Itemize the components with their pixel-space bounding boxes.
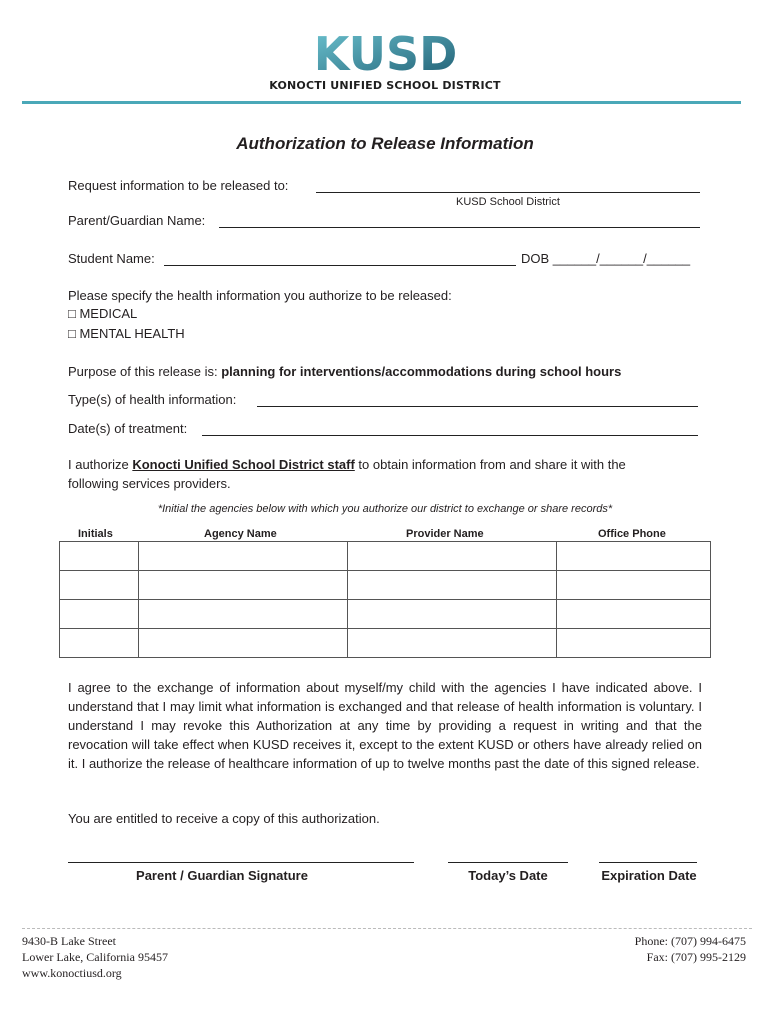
header-initials: Initials: [78, 528, 113, 540]
medical-checkbox[interactable]: □ MEDICAL: [68, 306, 138, 321]
fax-number: Fax: (707) 995-2129: [646, 950, 746, 964]
form-title: Authorization to Release Information: [236, 134, 534, 153]
header-office-phone: Office Phone: [598, 528, 666, 540]
phone-cell[interactable]: [557, 542, 711, 571]
signature-label: Parent / Guardian Signature: [136, 868, 308, 883]
website-link[interactable]: www.konoctiusd.org: [22, 966, 122, 980]
request-field[interactable]: [316, 192, 700, 193]
agency-cell[interactable]: [138, 542, 347, 571]
purpose-value: planning for interventions/accommodations during school hours: [221, 364, 622, 379]
agency-cell[interactable]: [138, 600, 347, 629]
authorize-suffix: to obtain information from and share it with the: [358, 457, 626, 472]
student-label: Student Name:: [68, 251, 155, 266]
table-row: [60, 542, 711, 571]
agency-table: [59, 541, 711, 658]
district-name: KONOCTI UNIFIED SCHOOL DISTRICT: [269, 79, 501, 92]
initials-cell[interactable]: [60, 629, 139, 658]
today-date-label: Today’s Date: [468, 868, 548, 883]
mental-health-checkbox[interactable]: □ MENTAL HEALTH: [68, 326, 185, 341]
purpose-line: [68, 364, 621, 379]
table-row: [60, 600, 711, 629]
authorize-prefix: I authorize: [68, 457, 129, 472]
phone-cell[interactable]: [557, 571, 711, 600]
request-label: Request information to be released to:: [68, 178, 289, 193]
agreement-paragraph: I agree to the exchange of information about myself/my child with the agencies I have indicated above. I understand that I may limit what information is exchanged and that release of health information is voluntary. I understand I may revoke this Authorization at any time by providing a request in writing and that the revocation will take effect when KUSD receives it, except to the extent KUSD or others have already relied on it. I authorize the release of healthcare information of up to twelve months past the date of this signed release.: [68, 680, 702, 771]
table-row: [60, 629, 711, 658]
expiration-date-field[interactable]: [599, 862, 697, 863]
initials-cell[interactable]: [60, 600, 139, 629]
signature-field[interactable]: [68, 862, 414, 863]
footer-divider: [22, 928, 752, 929]
footer-contact: [635, 933, 746, 965]
agency-cell[interactable]: [138, 571, 347, 600]
agency-cell[interactable]: [138, 629, 347, 658]
authorize-line: [68, 457, 626, 472]
header-provider-name: Provider Name: [406, 528, 484, 540]
kusd-logo: [313, 27, 457, 81]
initials-cell[interactable]: [60, 542, 139, 571]
phone-number: Phone: (707) 994-6475: [634, 934, 746, 948]
authorize-entity: Konocti Unified School District staff: [132, 457, 355, 472]
provider-cell[interactable]: [347, 629, 557, 658]
student-field[interactable]: [164, 265, 516, 266]
dates-field[interactable]: [202, 435, 698, 436]
provider-cell[interactable]: [347, 542, 557, 571]
expiration-date-label: Expiration Date: [601, 868, 697, 883]
copy-notice: You are entitled to receive a copy of this authorization.: [68, 811, 380, 826]
types-label: Type(s) of health information:: [68, 392, 237, 407]
today-date-field[interactable]: [448, 862, 568, 863]
letterhead: [0, 27, 770, 92]
phone-cell[interactable]: [557, 629, 711, 658]
initials-cell[interactable]: [60, 571, 139, 600]
table-row: [60, 571, 711, 600]
agency-note: *Initial the agencies below with which you authorize our district to exchange or share records*: [157, 503, 613, 515]
dob-field[interactable]: DOB ______/______/______: [521, 251, 691, 266]
guardian-label: Parent/Guardian Name:: [68, 213, 206, 228]
dates-label: Date(s) of treatment:: [68, 421, 188, 436]
provider-cell[interactable]: [347, 600, 557, 629]
logo-text: KUSD: [313, 27, 457, 81]
header-divider: [22, 101, 741, 104]
types-field[interactable]: [257, 406, 698, 407]
specify-label: Please specify the health information you authorize to be released:: [68, 288, 452, 303]
address-line-2: Lower Lake, California 95457: [22, 950, 168, 964]
authorize-line-2: following services providers.: [68, 476, 231, 491]
purpose-label: Purpose of this release is:: [68, 364, 218, 379]
address-line-1: 9430-B Lake Street: [22, 934, 116, 948]
header-agency-name: Agency Name: [204, 528, 277, 540]
footer-address: [22, 933, 168, 981]
phone-cell[interactable]: [557, 600, 711, 629]
request-value: KUSD School District: [456, 196, 560, 208]
guardian-field[interactable]: [219, 227, 700, 228]
provider-cell[interactable]: [347, 571, 557, 600]
